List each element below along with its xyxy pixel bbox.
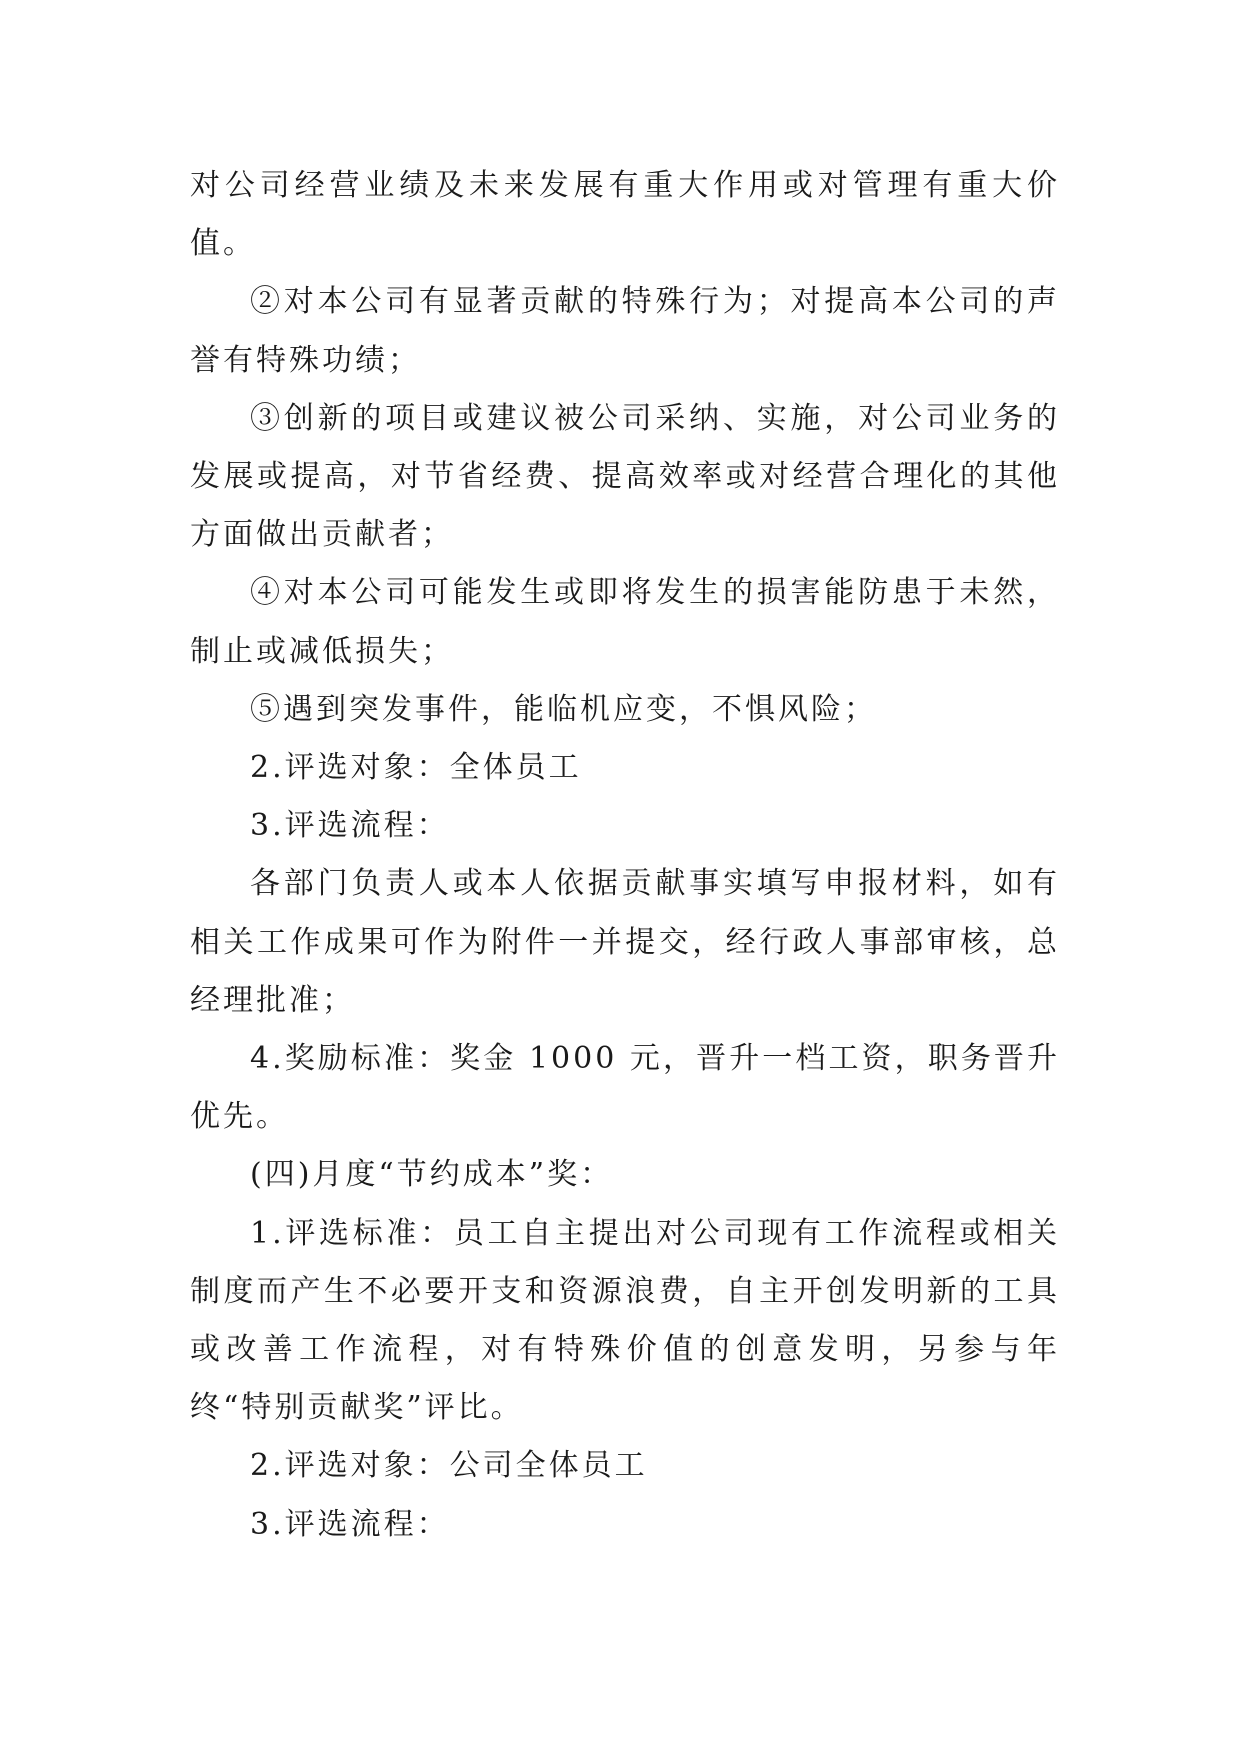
- paragraph-criterion-4: ④对本公司可能发生或即将发生的损害能防患于未然，制止或减低损失；: [190, 575, 1060, 669]
- paragraph-selection-process: 各部门负责人或本人依据贡献事实填写申报材料，如有相关工作成果可作为附件一并提交，经行政人事部审核，总经理批准；: [190, 866, 1060, 1018]
- paragraph-criterion-3: ③创新的项目或建议被公司采纳、实施，对公司业务的发展或提高，对节省经费、提高效率或对经营合理化的其他方面做出贡献者；: [190, 400, 1060, 553]
- paragraph-cost-saving-process-heading: 3.评选流程：: [250, 1506, 450, 1542]
- paragraph-criterion-5: ⑤遇到突发事件，能临机应变，不惧风险；: [250, 691, 877, 727]
- paragraph-continuation: 对公司经营业绩及未来发展有重大作用或对管理有重大价值。: [190, 168, 1060, 262]
- section-heading-cost-saving-award: (四)月度“节约成本”奖：: [250, 1157, 614, 1193]
- paragraph-criterion-2: ②对本公司有显著贡献的特殊行为；对提高本公司的声誉有特殊功绩；: [190, 284, 1060, 378]
- paragraph-cost-saving-target: 2.评选对象：公司全体员工: [250, 1448, 648, 1484]
- paragraph-selection-process-heading: 3.评选流程：: [250, 808, 450, 844]
- paragraph-reward-standard: 4.奖励标准：奖金 1000 元，晋升一档工资，职务晋升优先。: [190, 1041, 1060, 1135]
- document-body: [190, 157, 1060, 1554]
- paragraph-selection-target: 2.评选对象：全体员工: [250, 750, 582, 786]
- paragraph-cost-saving-criteria: 1.评选标准：员工自主提出对公司现有工作流程或相关制度而产生不必要开支和资源浪费，自主开创发明新的工具或改善工作流程，对有特殊价值的创意发明，另参与年终“特别贡献奖”评比。: [190, 1215, 1060, 1426]
